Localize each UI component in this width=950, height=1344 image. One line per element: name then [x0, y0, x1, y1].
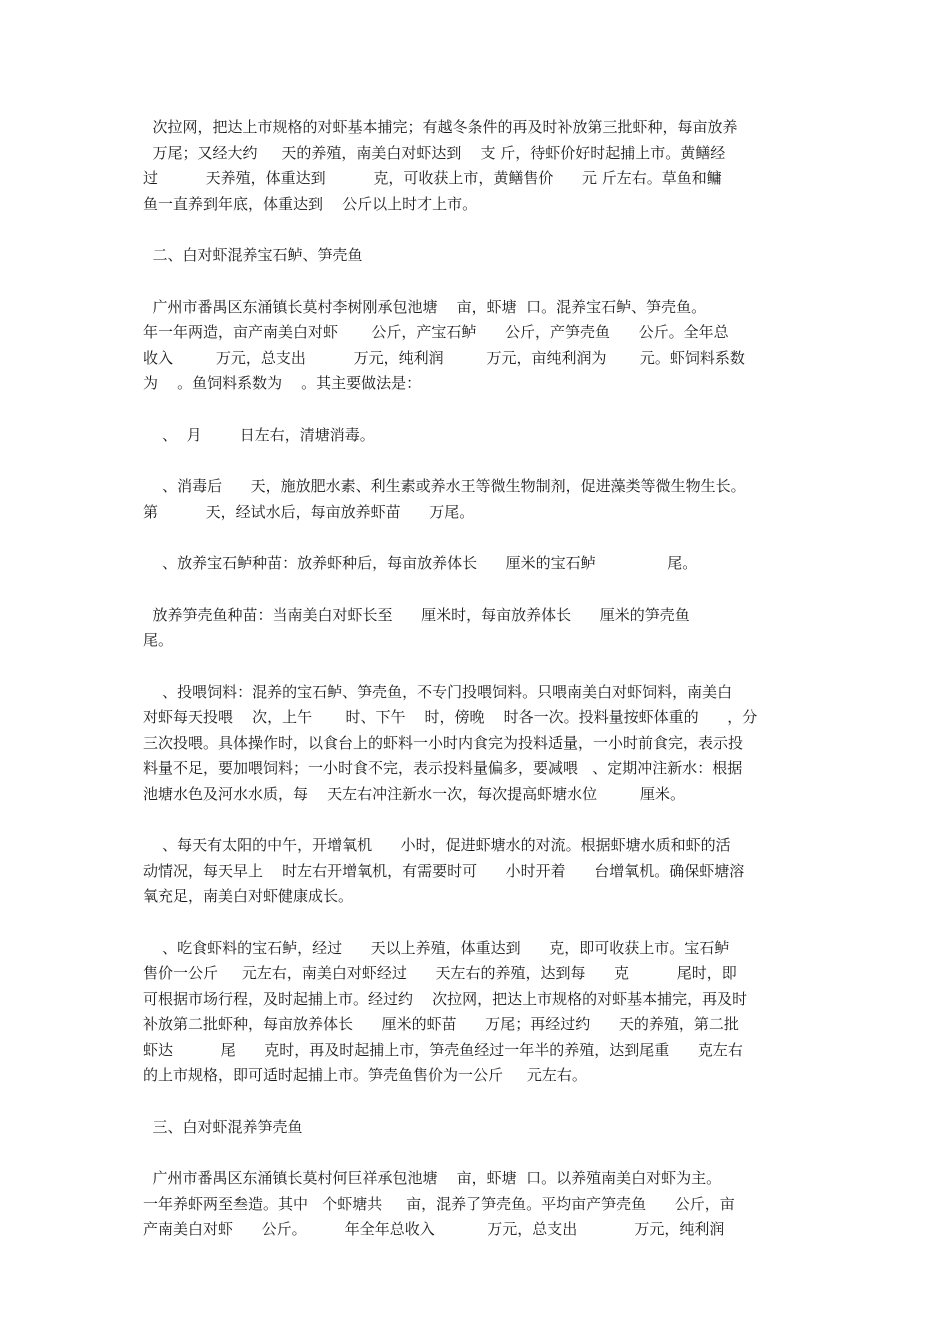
text-line: 第 天，经试水后，每亩放养虾苗 万尾。 [143, 502, 475, 521]
text-line: 的上市规格，即可适时起捕上市。笋壳鱼售价为一公斤 元左右。 [143, 1066, 587, 1084]
paragraph-li-shugang-intro [143, 295, 813, 397]
text-line: 对虾每天投喂 次，上午 时、下午 时，傍晚 时各一次。投料量按虾体重的 ，分 [143, 708, 758, 726]
paragraph-shrimp-harvest [143, 115, 813, 217]
text-line: 为 。鱼饲料系数为 。其主要做法是： [143, 374, 422, 392]
paragraph-step-harvest [143, 936, 813, 1089]
text-line: 收入 万元，总支出 万元，纯利润 万元，亩纯利润为 元。虾饲料系数 [143, 348, 745, 367]
text-line: 、消毒后 天，施放肥水素、利生素或养水王等微生物制剂，促进藻类等微生物生长。 [143, 477, 746, 495]
text-line: 、放养宝石鲈种苗：放养虾种后，每亩放养体长 厘米的宝石鲈 尾。 [143, 554, 698, 572]
text-line: 、投喂饲料：混养的宝石鲈、笋壳鱼，不专门投喂饲料。只喂南美白对虾饲料，南美白 [143, 682, 733, 701]
section-heading-3: 三、白对虾混养笋壳鱼 [143, 1117, 303, 1136]
text-line: 次拉网，把达上市规格的对虾基本捕完；有越冬条件的再及时补放第三批虾种，每亩放养 [143, 118, 738, 136]
paragraph-step-stock-bass [143, 551, 813, 577]
text-line: 料量不足，要加喂饲料；一小时食不完，表示投料量偏多，要减喂 、定期冲注新水：根据 [143, 759, 743, 777]
paragraph-step-fertilize [143, 474, 813, 525]
text-line: 虾达 尾 克时，再及时起捕上市，笋壳鱼经过一年半的养殖，达到尾重 克左右 [143, 1040, 743, 1059]
text-line: 放养笋壳鱼种苗：当南美白对虾长至 厘米时，每亩放养体长 厘米的笋壳鱼 [143, 605, 690, 624]
text-line: 可根据市场行程，及时起捕上市。经过约 次拉网，把达上市规格的对虾基本捕完，再及时 [143, 989, 748, 1008]
paragraph-step-feeding [143, 680, 813, 808]
text-line: 广州市番禺区东涌镇长莫村李树刚承包池塘 亩，虾塘 口。混养宝石鲈、笋壳鱼。 [143, 297, 707, 316]
document-body [143, 115, 813, 1269]
text-line: 补放第二批虾种，每亩放养体长 厘米的虾苗 万尾；再经过约 天的养殖，第二批 [143, 1015, 739, 1033]
text-line: 三次投喂。具体操作时，以食台上的虾料一小时内食完为投料适量，一小时前食完，表示投 [143, 733, 744, 752]
text-line: 尾。 [143, 631, 174, 649]
text-line: 池塘水色及河水水质，每 天左右冲注新水一次，每次提高虾塘水位 厘米。 [143, 784, 685, 803]
paragraph-step-pond-disinfect [143, 423, 813, 449]
text-line: 过 天养殖，体重达到 克，可收获上市，黄鳝售价 元 斤左右。草鱼和鳙 [143, 169, 722, 187]
text-line: 售价一公斤 元左右，南美白对虾经过 天左右的养殖，达到每 克 尾时，即 [143, 964, 737, 982]
text-line: 万尾；又经大约 天的养殖，南美白对虾达到 支 斤，待虾价好时起捕上市。黄鳝经 [143, 143, 726, 162]
text-line: 、吃食虾料的宝石鲈，经过 天以上养殖，体重达到 克，即可收获上市。宝石鲈 [143, 938, 730, 957]
section-heading-2: 二、白对虾混养宝石鲈、笋壳鱼 [143, 246, 363, 264]
paragraph-step-aeration [143, 833, 813, 910]
text-line: 一年养虾两至叁造。其中 个虾塘共 亩，混养了笋壳鱼。平均亩产笋壳鱼 公斤，亩 [143, 1194, 735, 1213]
text-line: 广州市番禺区东涌镇长莫村何巨祥承包池塘 亩，虾塘 口。以养殖南美白对虾为主。 [143, 1169, 722, 1187]
paragraph-step-stock-goby [143, 603, 813, 654]
text-line: 、 月 日左右，清塘消毒。 [143, 425, 375, 444]
paragraph-he-juxiang-intro [143, 1166, 813, 1243]
text-line: 产南美白对虾 公斤。 年全年总收入 万元，总支出 万元，纯利润 [143, 1220, 725, 1238]
text-line: 、每天有太阳的中午，开增氧机 小时，促进虾塘水的对流。根据虾塘水质和虾的活 [143, 836, 731, 854]
text-line: 年一年两造，亩产南美白对虾 公斤，产宝石鲈 公斤，产笋壳鱼 公斤。全年总 [143, 323, 729, 341]
text-line: 动情况，每天早上 时左右开增氧机，有需要时可 小时开着 台增氧机。确保虾塘溶 [143, 861, 745, 880]
text-line: 鱼一直养到年底，体重达到 公斤以上时才上市。 [143, 194, 478, 213]
text-line: 氧充足，南美白对虾健康成长。 [143, 887, 354, 905]
